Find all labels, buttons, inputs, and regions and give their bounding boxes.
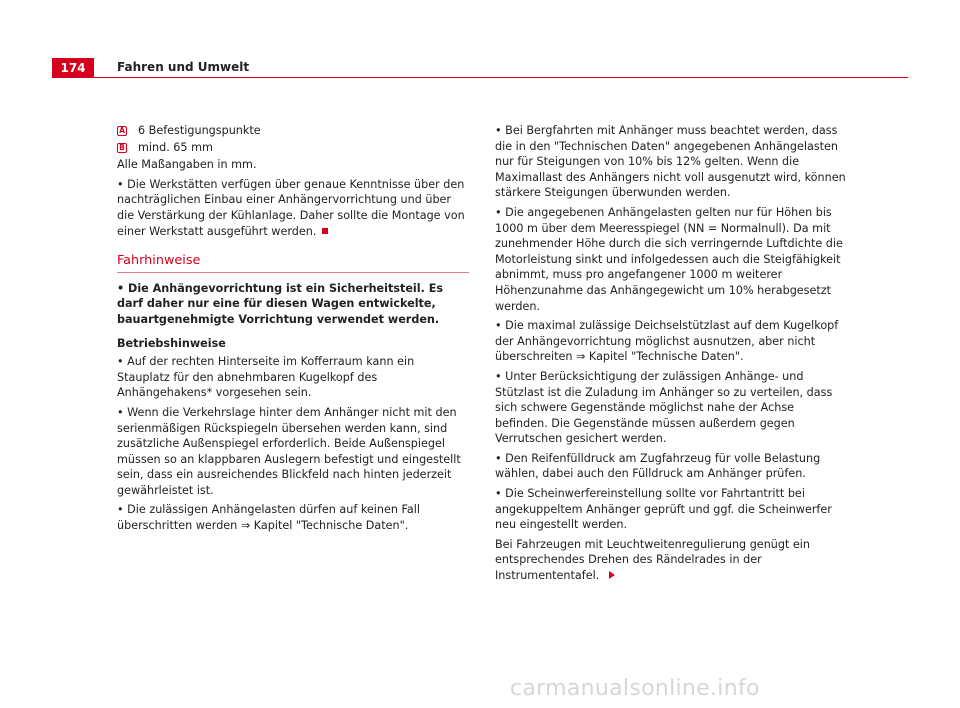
watermark: carmanualsonline.info [510, 676, 760, 701]
bullet-paragraph: • Bei Bergfahrten mit Anhänger muss beachtet werden, dass die in den "Technischen Daten" angegebenen Anhängelasten nur für Steigungen von 10% bis 12% gelten. Wenn die Maximallast des Anhängers nicht voll ausgenutzt wird, können stärkere Steigungen überwunden werden. [495, 124, 846, 200]
workshop-paragraph [117, 177, 469, 239]
section-heading: Fahrhinweise [117, 253, 469, 273]
header-divider [52, 77, 908, 78]
final-paragraph [495, 537, 848, 584]
bullet-paragraph: • Auf der rechten Hinterseite im Kofferraum kann ein Stauplatz für den abnehmbaren Kugelkopf des Anhängehakens* vorgesehen sein. [117, 355, 415, 400]
bullet-paragraph: • Die Scheinwerfereinstellung sollte vor Fahrtantritt bei angekuppeltem Anhänger geprüft und ggf. die Scheinwerfer neu eingestellt werden. [495, 487, 832, 532]
end-of-section-icon [322, 228, 328, 234]
bullet-paragraph: • Wenn die Verkehrslage hinter dem Anhänger nicht mit den serienmäßigen Rückspiegeln übersehen werden kann, sind zusätzliche Außenspiegel erforderlich. Beide Außenspiegel müssen so an klappbaren Auslegern befestigt und eingestellt sein, dass ein ausreichendes Blickfeld nach hinten jederzeit gewährleistet ist. [117, 405, 461, 497]
marker-b-badge: B [117, 143, 127, 153]
legend-text-b: mind. 65 mm [138, 141, 213, 155]
bullet-paragraph: • Unter Berücksichtigung der zulässigen Anhänge- und Stützlast ist die Zuladung im Anhänger so zu verteilen, dass sich schwere Gegenstände möglichst nahe der Achse befinden. Die Gegenstände müssen außerdem gegen Verrutschen gesichert werden. [495, 369, 833, 446]
dimensions-note: Alle Maßangaben in mm. [117, 158, 257, 172]
chapter-title: Fahren und Umwelt [117, 60, 250, 74]
continue-arrow-icon [609, 571, 615, 579]
final-text: Bei Fahrzeugen mit Leuchtweitenregulierung genügt ein entsprechendes Drehen des Rändelrades in der Instrumententafel. [495, 537, 810, 583]
legend-text-a: 6 Befestigungspunkte [138, 124, 261, 137]
bullet-paragraph: • Den Reifenfülldruck am Zugfahrzeug für volle Belastung wählen, dabei auch den Fülldruck am Anhänger prüfen. [495, 451, 821, 481]
bullet-paragraph: • Die maximal zulässige Deichselstützlast auf dem Kugelkopf der Anhängevorrichtung möglichst ausnutzen, aber nicht überschreiten ⇒ Kapitel "Technische Daten". [495, 319, 839, 364]
workshop-text: • Die Werkstätten verfügen über genaue Kenntnisse über den nachträglichen Einbau einer Anhängervorrichtung und über die Verstärkung der Kühlanlage. Daher sollte die Montage von einer Werkstatt ausgeführt werden. [117, 177, 465, 238]
bullet-paragraph: • Die angegebenen Anhängelasten gelten nur für Höhen bis 1000 m über dem Meeresspiegel (NN = Normalnull). Da mit zunehmender Höhe durch die sich verringernde Luftdichte die Motorleistung sinkt und infolgedessen auch die Steigfähigkeit abnimmt, muss pro angefangener 1000 m weiterer Höhenzunahme das Anhängegewicht um 10% herabgesetzt werden. [495, 205, 843, 313]
page-number: 174 [52, 58, 94, 78]
marker-a-badge: A [117, 126, 127, 136]
legend-item-a [117, 123, 469, 139]
right-column [495, 123, 848, 588]
subheading: Betriebshinweise [117, 336, 226, 350]
bullet-paragraph: • Die zulässigen Anhängelasten dürfen auf keinen Fall überschritten werden ⇒ Kapitel "Technische Daten". [117, 503, 420, 533]
safety-warning: • Die Anhängevorrichtung ist ein Sicherheitsteil. Es darf daher nur eine für diesen Wagen entwickelte, bauartgenehmigte Vorrichtung verwendet werden. [117, 281, 444, 326]
left-column [117, 123, 469, 538]
legend-item-b [117, 140, 469, 156]
